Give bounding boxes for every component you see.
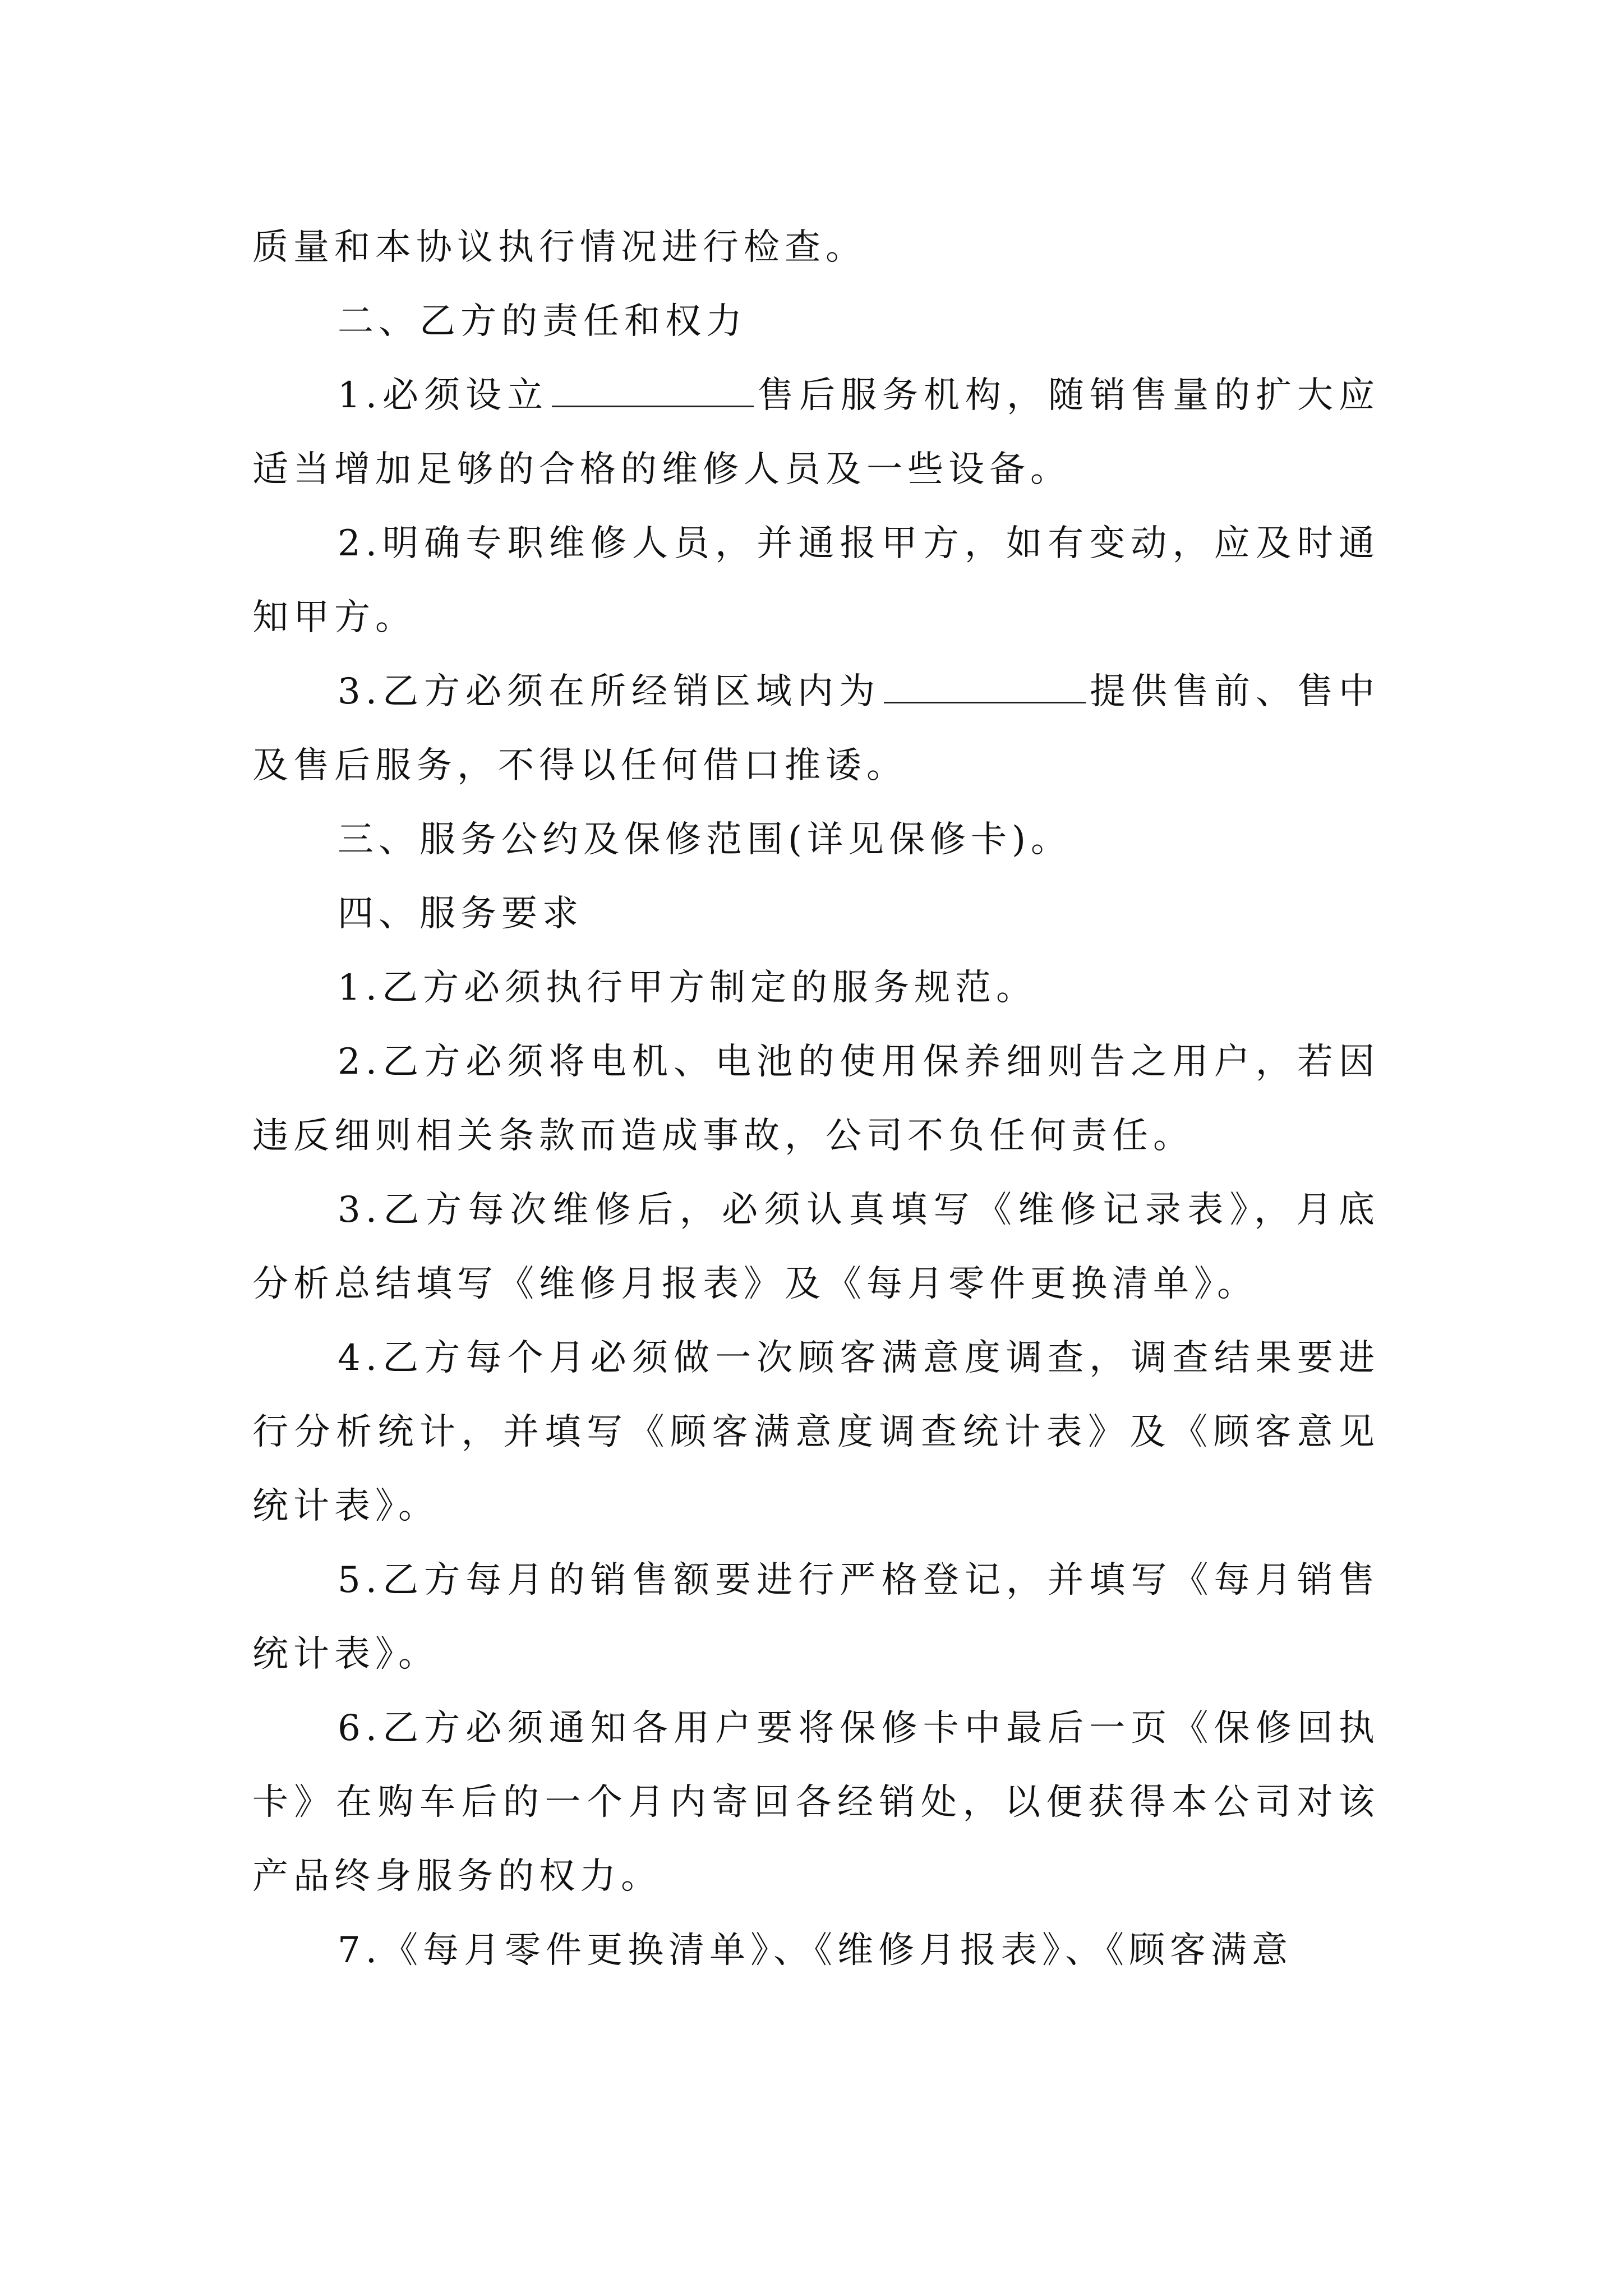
document-body bbox=[252, 210, 1380, 1987]
clause-text-after-blank: 售后服务机构，随销售量的扩大应适当增加足够的合格的维修人员及一些设备。 bbox=[252, 375, 1380, 490]
paragraph-continuation: 质量和本协议执行情况进行检查。 bbox=[252, 227, 866, 268]
fill-in-blank-line bbox=[552, 403, 754, 407]
clause-2-2: 2.明确专职维修人员，并通报甲方，如有变动，应及时通知甲方。 bbox=[252, 523, 1380, 638]
clause-2-1 bbox=[252, 358, 1380, 507]
clause-4-2: 2.乙方必须将电机、电池的使用保养细则告之用户，若因违反细则相关条款而造成事故，公司不负任何责任。 bbox=[252, 1041, 1380, 1157]
clause-text-before-blank: 3.乙方必须在所经销区域内为 bbox=[338, 671, 881, 712]
clause-4-5: 5.乙方每月的销售额要进行严格登记，并填写《每月销售统计表》。 bbox=[252, 1559, 1380, 1675]
fill-in-blank-line bbox=[884, 700, 1086, 703]
clause-text-before-blank: 1.必须设立 bbox=[338, 375, 549, 416]
clause-2-3 bbox=[252, 655, 1380, 803]
section-heading-party-b-duties: 二、乙方的责任和权力 bbox=[338, 301, 747, 342]
clause-4-7: 7.《每月零件更换清单》、《维修月报表》、《顾客满意 bbox=[338, 1930, 1293, 1971]
section-heading-service-pledge: 三、服务公约及保修范围(详见保修卡)。 bbox=[338, 819, 1072, 861]
section-heading-service-requirements: 四、服务要求 bbox=[338, 893, 583, 935]
clause-text-after-blank: 提供售前、售中及售后服务，不得以任何借口推诿。 bbox=[252, 671, 1380, 786]
clause-4-3: 3.乙方每次维修后，必须认真填写《维修记录表》，月底分析总结填写《维修月报表》及《每月零件更换清单》。 bbox=[252, 1189, 1380, 1305]
clause-4-1: 1.乙方必须执行甲方制定的服务规范。 bbox=[338, 967, 1038, 1009]
clause-4-4: 4.乙方每个月必须做一次顾客满意度调查，调查结果要进行分析统计，并填写《顾客满意度调查统计表》及《顾客意见统计表》。 bbox=[252, 1337, 1380, 1527]
clause-4-6: 6.乙方必须通知各用户要将保修卡中最后一页《保修回执卡》在购车后的一个月内寄回各经销处，以便获得本公司对该产品终身服务的权力。 bbox=[252, 1708, 1380, 1897]
